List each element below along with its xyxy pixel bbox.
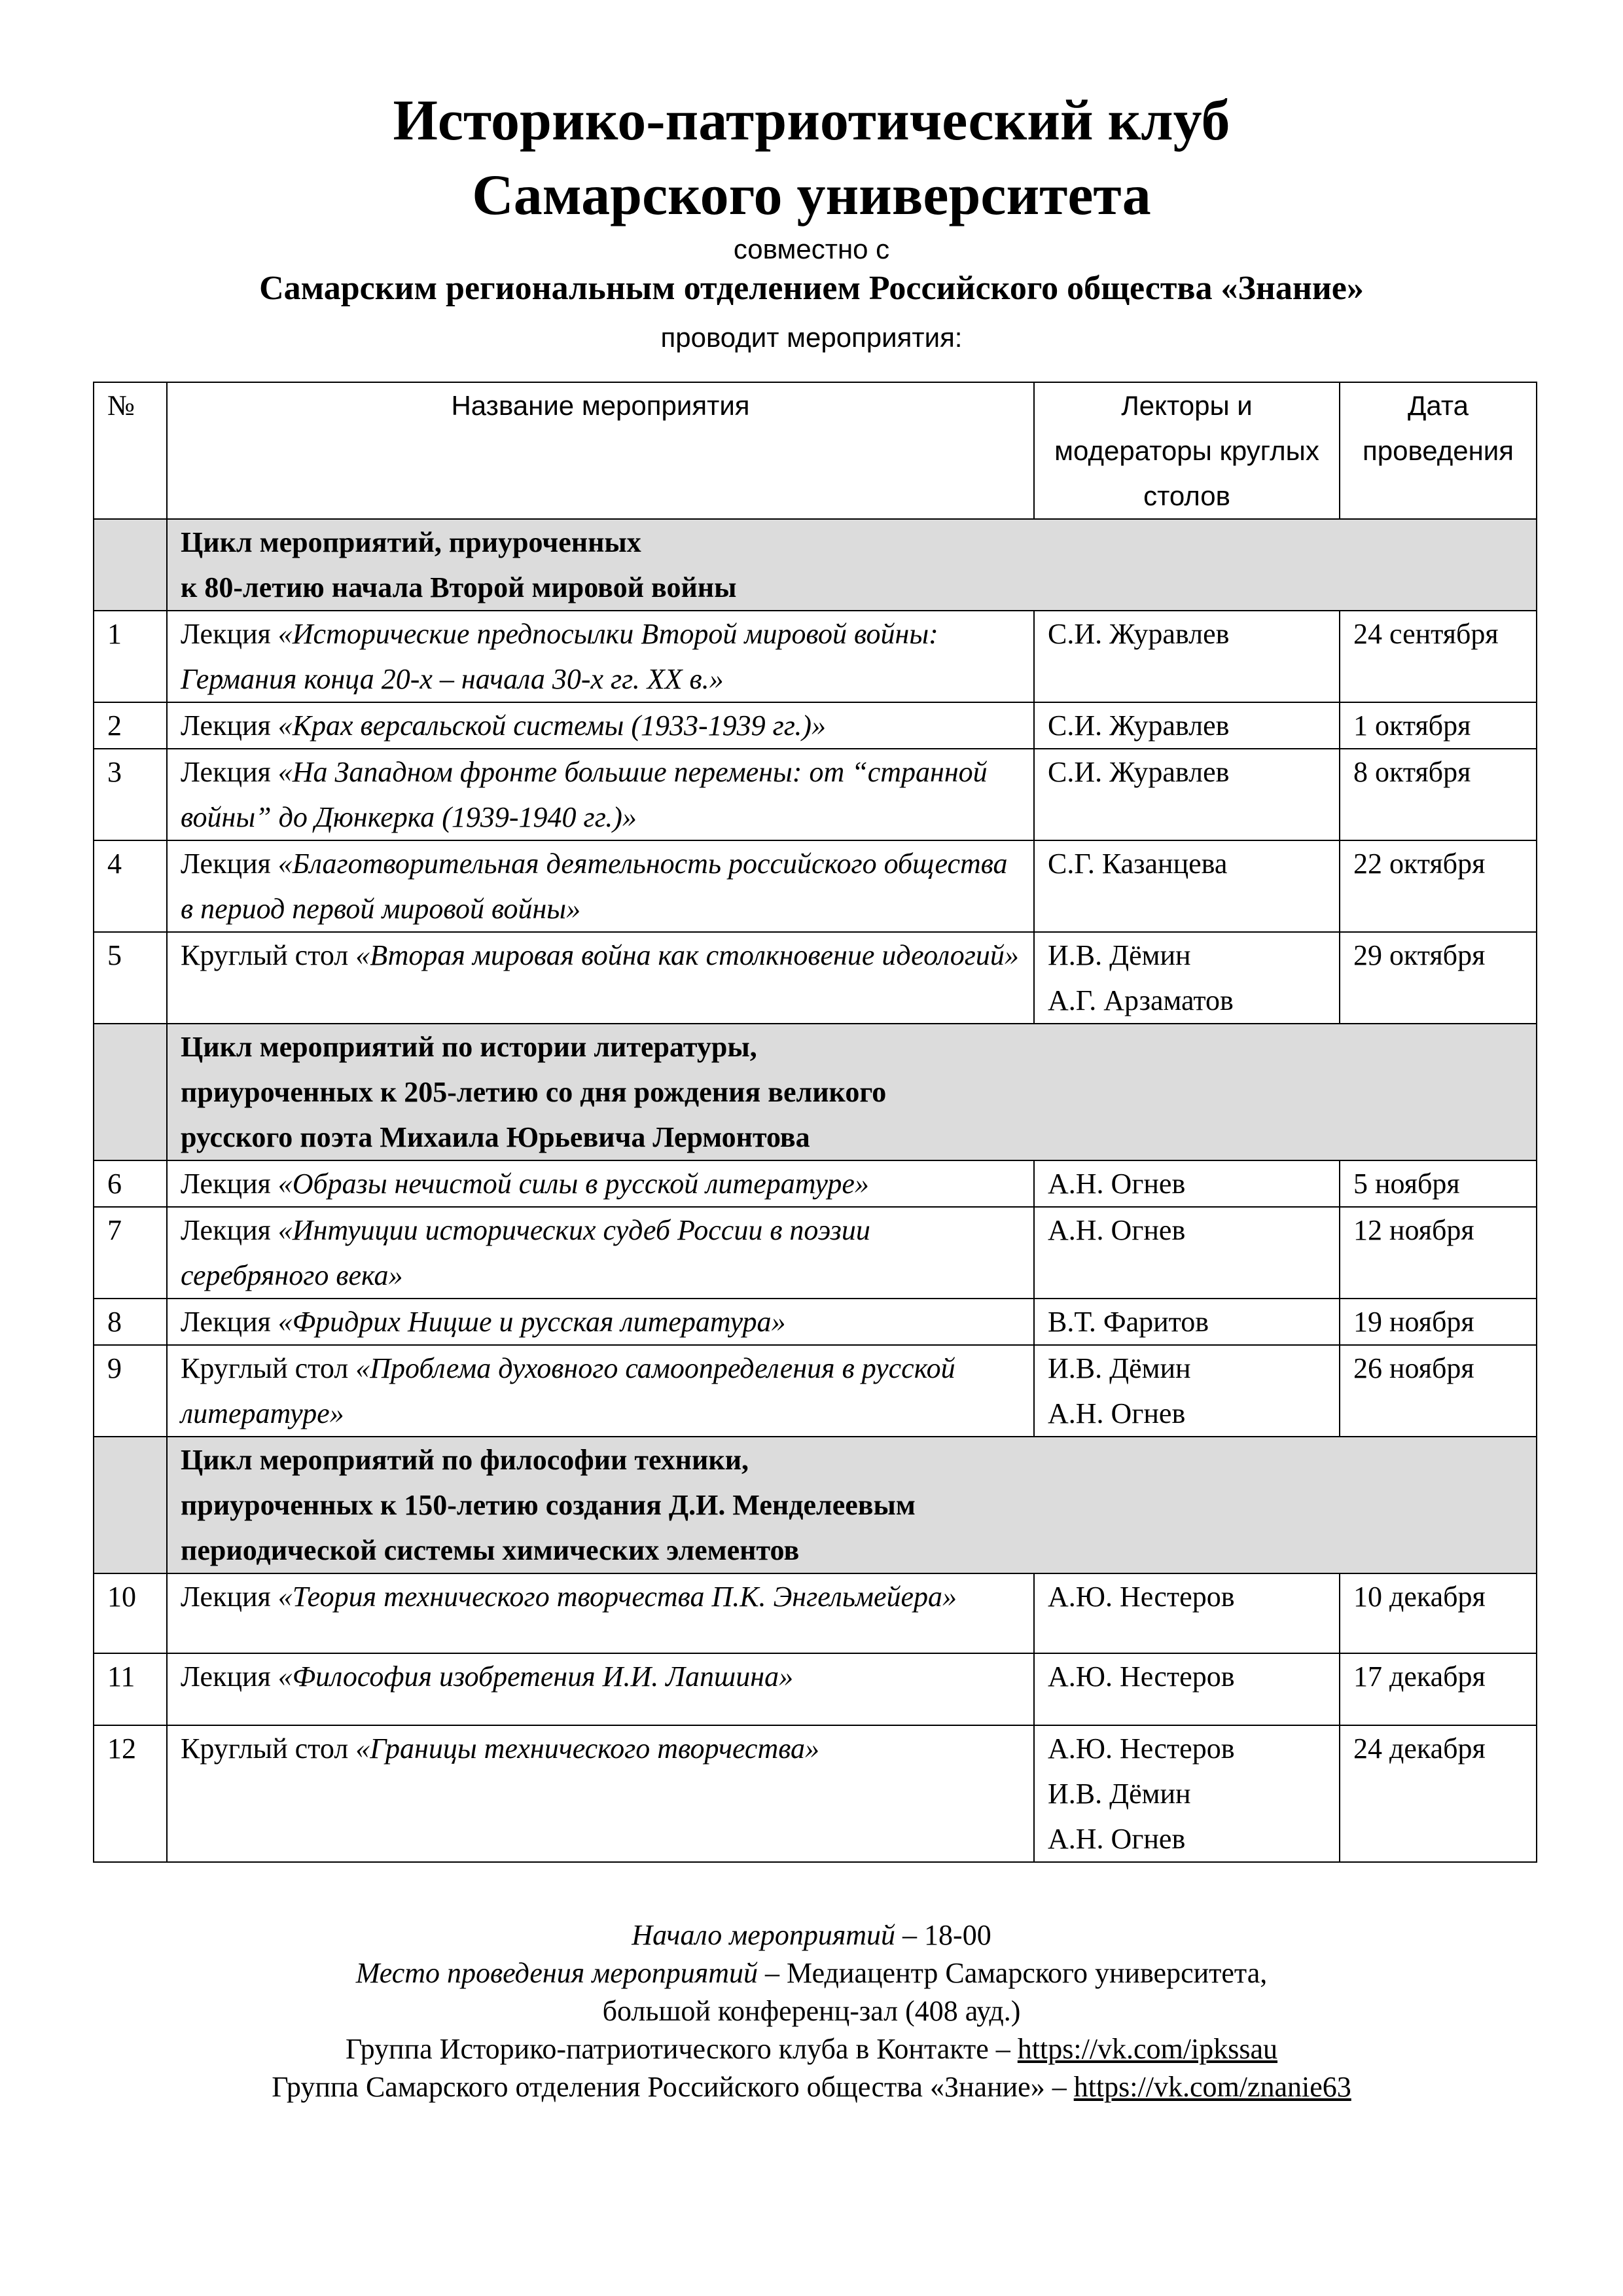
event-name xyxy=(167,702,1034,749)
conducts-text: проводит мероприятия: xyxy=(660,322,963,353)
event-lecturers xyxy=(1034,840,1340,932)
event-date: 5 ноября xyxy=(1340,1160,1537,1207)
event-date: 17 декабря xyxy=(1340,1653,1537,1725)
event-type: Круглый стол xyxy=(181,1732,349,1765)
venue-value: – Медиацентр Самарского университета, xyxy=(758,1957,1268,1989)
event-name xyxy=(167,1725,1034,1862)
venue-label: Место проведения мероприятий xyxy=(355,1957,758,1989)
event-number: 7 xyxy=(94,1207,167,1299)
event-lecturers xyxy=(1034,702,1340,749)
section-title xyxy=(167,1024,1537,1160)
column-header-lecturers: Лекторы и модераторы круглых столов xyxy=(1034,382,1340,519)
column-header-num: № xyxy=(94,382,167,519)
section-row xyxy=(94,1437,1537,1573)
event-number: 12 xyxy=(94,1725,167,1862)
event-date: 26 ноября xyxy=(1340,1345,1537,1437)
section-row xyxy=(94,1024,1537,1160)
footer-znanie-group xyxy=(0,2068,1623,2106)
event-type: Лекция xyxy=(181,1660,271,1693)
footer-start-time xyxy=(0,1916,1623,1954)
table-row xyxy=(94,840,1537,932)
event-name xyxy=(167,1345,1034,1437)
footer-club-group xyxy=(0,2030,1623,2068)
event-name xyxy=(167,1573,1034,1653)
lecturer-name: А.Н. Огнев xyxy=(1048,1168,1186,1200)
event-title: «Фридрих Ницше и русская литература» xyxy=(277,1306,786,1338)
event-type: Лекция xyxy=(181,848,271,880)
lecturer-name: И.В. Дёмин xyxy=(1048,1352,1191,1384)
event-title: «Образы нечистой силы в русской литературе» xyxy=(277,1168,869,1200)
event-lecturers xyxy=(1034,749,1340,840)
event-lecturers xyxy=(1034,1207,1340,1299)
lecturer-name: А.Ю. Нестеров xyxy=(1048,1660,1235,1693)
lecturer-name: В.Т. Фаритов xyxy=(1048,1306,1209,1338)
event-lecturers xyxy=(1034,611,1340,702)
title-line-1: Историко-патриотический клуб xyxy=(393,89,1230,152)
event-type: Лекция xyxy=(181,1581,271,1613)
table-row xyxy=(94,1725,1537,1862)
event-title: «Теория технического творчества П.К. Энгельмейера» xyxy=(277,1581,957,1613)
together-text: совместно с xyxy=(733,234,890,264)
event-title: «Философия изобретения И.И. Лапшина» xyxy=(277,1660,794,1693)
event-title: «Проблема духовного самоопределения в русской литературе» xyxy=(181,1352,955,1429)
event-number: 11 xyxy=(94,1653,167,1725)
section-title-line: к 80-летию начала Второй мировой войны xyxy=(181,571,737,603)
event-lecturers xyxy=(1034,1299,1340,1345)
event-date: 8 октября xyxy=(1340,749,1537,840)
event-name xyxy=(167,611,1034,702)
event-date: 12 ноября xyxy=(1340,1207,1537,1299)
event-number: 9 xyxy=(94,1345,167,1437)
lecturer-name: С.Г. Казанцева xyxy=(1048,848,1228,880)
event-name xyxy=(167,840,1034,932)
lecturer-name: И.В. Дёмин xyxy=(1048,1778,1191,1810)
event-date: 24 декабря xyxy=(1340,1725,1537,1862)
section-title xyxy=(167,1437,1537,1573)
section-title-line: Цикл мероприятий, приуроченных xyxy=(181,526,641,558)
table-row xyxy=(94,749,1537,840)
znanie-group-text: Группа Самарского отделения Российского общества «Знание» – xyxy=(272,2071,1074,2103)
event-title: «Исторические предпосылки Второй мировой войны: Германия конца 20-х – начала 30-х гг. XX в.» xyxy=(181,618,938,695)
event-number: 1 xyxy=(94,611,167,702)
lecturer-name: С.И. Журавлев xyxy=(1048,756,1230,788)
event-name xyxy=(167,749,1034,840)
lecturer-name: А.Н. Огнев xyxy=(1048,1823,1186,1855)
event-date: 24 сентября xyxy=(1340,611,1537,702)
event-number: 4 xyxy=(94,840,167,932)
club-group-link[interactable]: https://vk.com/ipkssau xyxy=(1017,2033,1278,2065)
organization-name: Самарским региональным отделением Российского общества «Знание» xyxy=(259,270,1364,307)
table-row xyxy=(94,932,1537,1024)
section-row xyxy=(94,519,1537,611)
lecturer-name: А.Н. Огнев xyxy=(1048,1397,1186,1429)
footer-venue xyxy=(0,1954,1623,1992)
events-table-body xyxy=(94,519,1537,1862)
event-name xyxy=(167,1299,1034,1345)
event-lecturers xyxy=(1034,1345,1340,1437)
event-date: 29 октября xyxy=(1340,932,1537,1024)
event-title: «Крах версальской системы (1933-1939 гг.)» xyxy=(277,709,827,742)
event-name xyxy=(167,932,1034,1024)
table-row xyxy=(94,1160,1537,1207)
footer-venue-line2: большой конференц-зал (408 ауд.) xyxy=(602,1995,1021,2027)
event-type: Лекция xyxy=(181,1168,271,1200)
event-type: Круглый стол xyxy=(181,1352,349,1384)
event-name xyxy=(167,1653,1034,1725)
znanie-group-link[interactable]: https://vk.com/znanie63 xyxy=(1073,2071,1351,2103)
event-lecturers xyxy=(1034,1573,1340,1653)
section-num-cell xyxy=(94,519,167,611)
lecturer-name: С.И. Журавлев xyxy=(1048,709,1230,742)
table-header-row xyxy=(94,382,1537,519)
section-title-line: Цикл мероприятий по истории литературы, xyxy=(181,1031,757,1063)
lecturer-name: А.Н. Огнев xyxy=(1048,1214,1186,1246)
title-line-2: Самарского университета xyxy=(472,164,1151,227)
event-title: «Интуиции исторических судеб России в поэзии серебряного века» xyxy=(181,1214,870,1291)
event-name xyxy=(167,1160,1034,1207)
table-row xyxy=(94,702,1537,749)
table-row xyxy=(94,1653,1537,1725)
event-number: 10 xyxy=(94,1573,167,1653)
event-lecturers xyxy=(1034,1725,1340,1862)
event-type: Лекция xyxy=(181,756,271,788)
club-group-text: Группа Историко-патриотического клуба в Контакте – xyxy=(345,2033,1018,2065)
event-lecturers xyxy=(1034,932,1340,1024)
event-name xyxy=(167,1207,1034,1299)
event-lecturers xyxy=(1034,1160,1340,1207)
column-header-name: Название мероприятия xyxy=(167,382,1034,519)
lecturer-name: А.Г. Арзаматов xyxy=(1048,984,1234,1016)
event-title: «Вторая мировая война как столкновение идеологий» xyxy=(355,939,1019,971)
event-date: 19 ноября xyxy=(1340,1299,1537,1345)
event-number: 6 xyxy=(94,1160,167,1207)
event-type: Круглый стол xyxy=(181,939,349,971)
table-row xyxy=(94,1573,1537,1653)
event-title: «Границы технического творчества» xyxy=(355,1732,820,1765)
section-title-line: приуроченных к 205-летию со дня рождения великого xyxy=(181,1076,887,1108)
section-num-cell xyxy=(94,1437,167,1573)
event-date: 22 октября xyxy=(1340,840,1537,932)
event-lecturers xyxy=(1034,1653,1340,1725)
event-date: 10 декабря xyxy=(1340,1573,1537,1653)
event-number: 2 xyxy=(94,702,167,749)
event-title: «Благотворительная деятельность российского общества в период первой мировой войны» xyxy=(181,848,1008,925)
start-label: Начало мероприятий xyxy=(632,1919,896,1951)
section-num-cell xyxy=(94,1024,167,1160)
lecturer-name: С.И. Журавлев xyxy=(1048,618,1230,650)
event-number: 5 xyxy=(94,932,167,1024)
event-type: Лекция xyxy=(181,709,271,742)
event-number: 8 xyxy=(94,1299,167,1345)
event-type: Лекция xyxy=(181,1306,271,1338)
lecturer-name: И.В. Дёмин xyxy=(1048,939,1191,971)
table-row xyxy=(94,1299,1537,1345)
table-row xyxy=(94,1207,1537,1299)
table-row xyxy=(94,1345,1537,1437)
start-value: – 18-00 xyxy=(895,1919,991,1951)
event-title: «На Западном фронте большие перемены: от “странной войны” до Дюнкерка (1939-1940 гг.)» xyxy=(181,756,988,833)
table-row xyxy=(94,611,1537,702)
lecturer-name: А.Ю. Нестеров xyxy=(1048,1732,1235,1765)
section-title xyxy=(167,519,1537,611)
event-type: Лекция xyxy=(181,618,271,650)
event-type: Лекция xyxy=(181,1214,271,1246)
event-number: 3 xyxy=(94,749,167,840)
section-title-line: русского поэта Михаила Юрьевича Лермонтова xyxy=(181,1121,810,1153)
lecturer-name: А.Ю. Нестеров xyxy=(1048,1581,1235,1613)
events-table xyxy=(93,382,1537,1863)
section-title-line: приуроченных к 150-летию создания Д.И. Менделеевым xyxy=(181,1489,916,1521)
section-title-line: периодической системы химических элементов xyxy=(181,1534,800,1566)
event-date: 1 октября xyxy=(1340,702,1537,749)
column-header-date: Дата проведения xyxy=(1340,382,1537,519)
section-title-line: Цикл мероприятий по философии техники, xyxy=(181,1444,749,1476)
